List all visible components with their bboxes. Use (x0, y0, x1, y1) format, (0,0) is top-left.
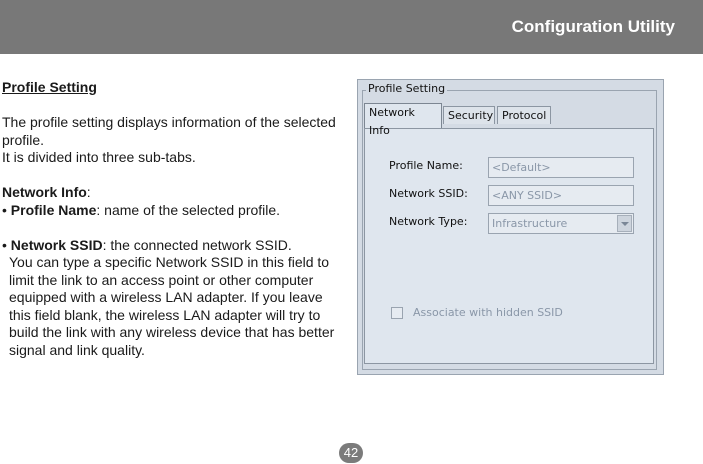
page-number: 42 (339, 443, 363, 463)
tab-network-info[interactable]: Network Info (364, 103, 442, 128)
intro-paragraph (2, 114, 347, 167)
document-text (2, 79, 347, 359)
network-ssid-desc: : the connected network SSID. (102, 236, 292, 253)
network-ssid-field[interactable]: <ANY SSID> (488, 185, 634, 206)
network-type-value: Infrastructure (492, 217, 568, 230)
hidden-ssid-checkbox[interactable] (391, 307, 403, 319)
network-ssid-bullet: • Network SSID: the connected network SSID. (2, 236, 292, 253)
profile-name-field[interactable]: <Default> (488, 157, 634, 178)
page-header-title: Configuration Utility (511, 17, 675, 36)
profile-name-label: Profile Name: (389, 159, 463, 172)
hidden-ssid-label: Associate with hidden SSID (413, 306, 563, 319)
header-band (0, 0, 703, 54)
profile-setting-screenshot (357, 79, 664, 375)
tab-security[interactable]: Security (443, 106, 495, 124)
network-ssid-label: Network SSID: (389, 187, 468, 200)
intro-text: The profile setting displays information of the selected profile. (2, 114, 336, 148)
network-info-label: Network Info: (2, 184, 91, 200)
intro-text-2: It is divided into three sub-tabs. (2, 149, 196, 165)
network-info-panel (364, 128, 654, 364)
ssid-detail-paragraph: You can type a specific Network SSID in this field to limit the link to an access point or other computer equipped with a wireless LAN adapter. If you leave this field blank, the wireless LAN adapter will try to build the link with any wireless device that has better signal and link quality. (9, 254, 335, 358)
tab-protocol[interactable]: Protocol (497, 106, 551, 124)
profile-name-term: Profile Name (10, 201, 97, 218)
profile-name-bullet: • Profile Name: name of the selected profile. (2, 201, 281, 218)
section-heading: Profile Setting (2, 79, 97, 95)
network-info-term: Network Info (2, 184, 87, 200)
network-ssid-term: Network SSID (10, 236, 103, 253)
chevron-down-icon[interactable] (617, 215, 632, 232)
profile-name-desc: : name of the selected profile. (96, 201, 281, 218)
network-type-label: Network Type: (389, 215, 468, 228)
groupbox-title: Profile Setting (368, 82, 446, 95)
network-type-select[interactable] (488, 213, 634, 234)
